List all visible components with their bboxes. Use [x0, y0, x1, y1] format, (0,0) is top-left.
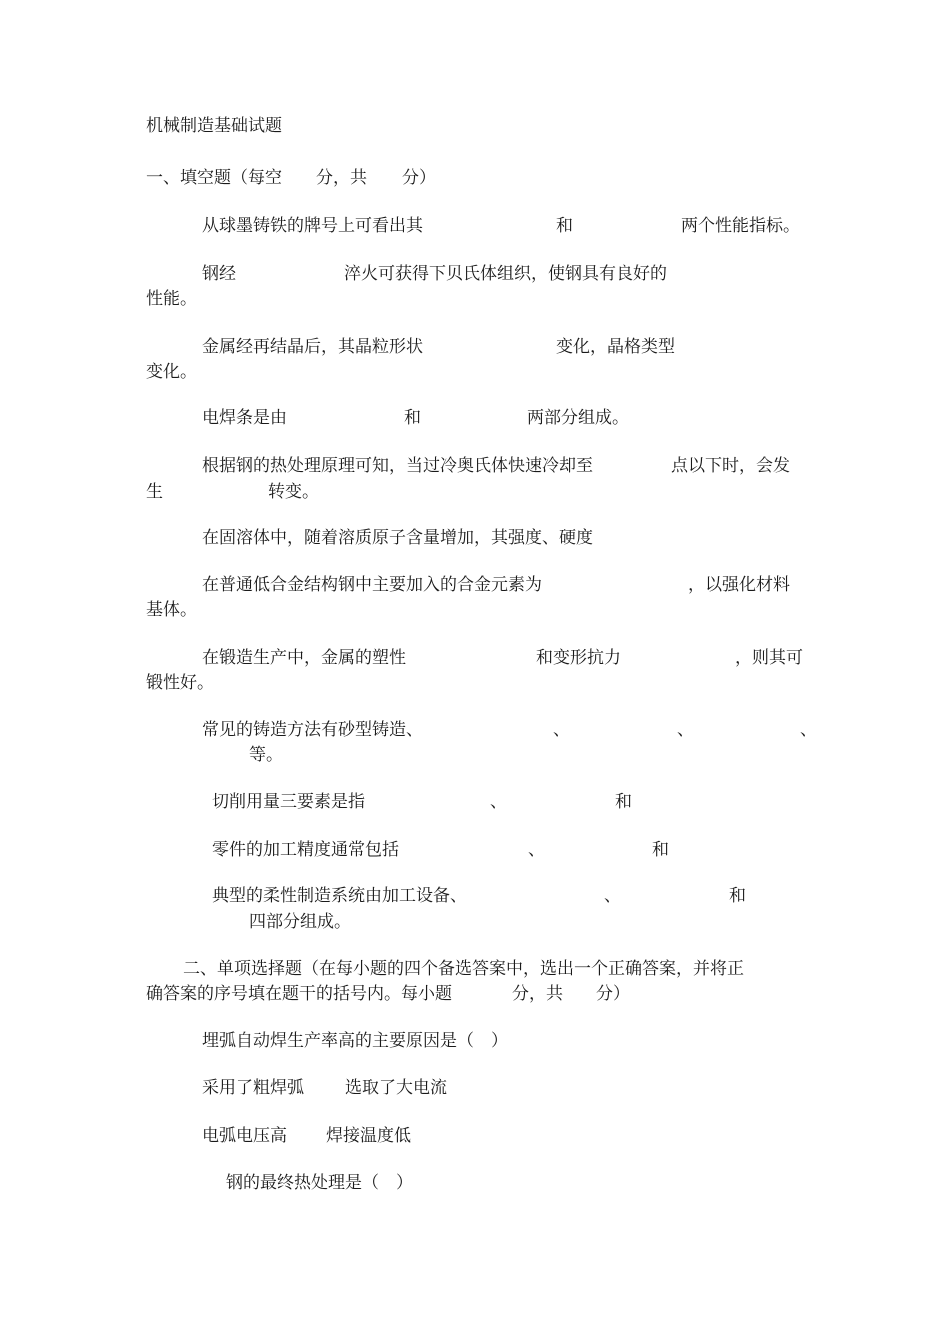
mc-q1-option-a: 采用了粗焊弧 — [202, 1078, 304, 1098]
q6-text: 在固溶体中，随着溶质原子含量增加，其强度、硬度 — [202, 528, 593, 548]
q12-and: 和 — [729, 886, 746, 906]
mc-q1-option-d: 焊接温度低 — [326, 1126, 411, 1146]
q9-text-end: 等。 — [249, 745, 283, 765]
document-title: 机械制造基础试题 — [146, 116, 282, 136]
mc-q2-stem: 钢的最终热处理是（ ） — [226, 1173, 413, 1193]
q3-text: 金属经再结晶后，其晶粒形状 — [202, 337, 423, 357]
section2-heading: 二、单项选择题（在每小题的四个备选答案中，选出一个正确答案，并将正 — [183, 959, 744, 979]
section2-heading-part4: 分） — [596, 984, 630, 1004]
q10-and: 和 — [615, 792, 632, 812]
section1-heading-part2: 分，共 — [316, 168, 367, 188]
q2-text-end: 性能。 — [146, 289, 197, 309]
q2-text: 钢经 — [202, 264, 236, 284]
q12-sep: 、 — [604, 886, 621, 906]
mc-q1-option-c: 电弧电压高 — [202, 1126, 287, 1146]
q5-text-sheng: 生 — [146, 482, 163, 502]
q12-text: 典型的柔性制造系统由加工设备、 — [212, 886, 467, 906]
q2-text-mid: 淬火可获得下贝氏体组织，使钢具有良好的 — [344, 264, 667, 284]
mc-q1-option-b: 选取了大电流 — [345, 1078, 447, 1098]
q7-text: 在普通低合金结构钢中主要加入的合金元素为 — [202, 575, 542, 595]
section2-heading-line2: 确答案的序号填在题干的括号内。每小题 — [146, 984, 452, 1004]
q1-text-end: 两个性能指标。 — [681, 216, 800, 236]
mc-q1-stem: 埋弧自动焊生产率高的主要原因是（ ） — [202, 1031, 508, 1051]
q11-and: 和 — [652, 840, 669, 860]
q9-sep-1: 、 — [553, 720, 570, 740]
q3-text-mid: 变化，晶格类型 — [556, 337, 675, 357]
q12-text-end: 四部分组成。 — [249, 912, 351, 932]
q8-text-end: 锻性好。 — [146, 673, 214, 693]
q10-sep: 、 — [490, 792, 507, 812]
q1-text-and: 和 — [556, 216, 573, 236]
q5-text-end: 转变。 — [268, 482, 319, 502]
q4-text-and: 和 — [404, 408, 421, 428]
q9-text: 常见的铸造方法有砂型铸造、 — [202, 720, 423, 740]
q5-text: 根据钢的热处理原理可知，当过冷奥氏体快速冷却至 — [202, 456, 593, 476]
section2-heading-part3: 分，共 — [512, 984, 563, 1004]
q1-text: 从球墨铸铁的牌号上可看出其 — [202, 216, 423, 236]
section1-heading-part3: 分） — [402, 168, 436, 188]
q10-text: 切削用量三要素是指 — [212, 792, 365, 812]
q8-text: 在锻造生产中，金属的塑性 — [202, 648, 406, 668]
q7-text-end: 基体。 — [146, 600, 197, 620]
section1-heading: 一、填空题（每空 — [146, 168, 282, 188]
q11-text: 零件的加工精度通常包括 — [212, 840, 399, 860]
q9-sep-3: 、 — [800, 720, 817, 740]
q4-text-end: 两部分组成。 — [527, 408, 629, 428]
q9-sep-2: 、 — [677, 720, 694, 740]
q7-text-mid: ，以强化材料 — [688, 575, 790, 595]
q8-text-mid: 和变形抗力 — [536, 648, 621, 668]
q5-text-mid: 点以下时，会发 — [671, 456, 790, 476]
q4-text: 电焊条是由 — [202, 408, 287, 428]
q3-text-end: 变化。 — [146, 362, 197, 382]
q8-text-mid2: ，则其可 — [735, 648, 803, 668]
q11-sep: 、 — [528, 840, 545, 860]
